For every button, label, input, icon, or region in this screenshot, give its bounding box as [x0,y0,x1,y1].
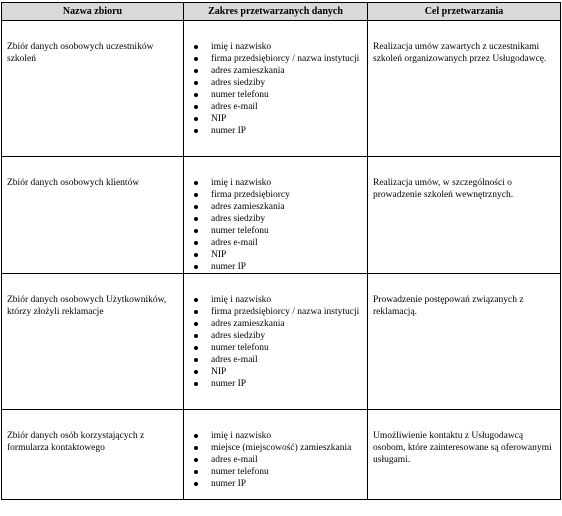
list-item: adres siedziby [190,77,361,89]
list-item: adres zamieszkania [190,65,361,77]
dataset-name: Zbiór danych osób korzystających z formularza kontaktowego [7,431,145,453]
list-item: firma przedsiębiorcy [190,189,361,201]
list-item: adres siedziby [190,213,361,225]
list-item: NIP [190,366,361,378]
dataset-name-cell [2,410,184,500]
data-sets-table [1,2,561,500]
list-item: miejsce (miejscowość) zamieszkania [190,442,361,454]
list-item: adres zamieszkania [190,318,361,330]
list-item: imię i nazwisko [190,294,361,306]
list-item: imię i nazwisko [190,177,361,189]
data-scope-list [184,21,367,137]
list-item: numer IP [190,478,361,490]
dataset-name: Zbiór danych osobowych klientów [7,178,140,188]
data-scope-cell [184,157,368,274]
list-item: numer IP [190,125,361,137]
list-item: imię i nazwisko [190,41,361,53]
list-item: numer IP [190,378,361,390]
list-item: NIP [190,113,361,125]
list-item: numer telefonu [190,89,361,101]
table-row [2,410,561,500]
dataset-name-cell [2,274,184,410]
dataset-name: Zbiór danych osobowych Użytkowników, którzy złożyli reklamacje [7,295,167,317]
dataset-name-cell [2,157,184,274]
header-row [2,3,561,21]
purpose-text: Umożliwienie kontaktu z Usługodawcą osobom, które zainteresowane są oferowanymi usługami. [373,431,552,465]
table-row [2,157,561,274]
purpose-cell [368,21,561,157]
list-item: numer telefonu [190,342,361,354]
purpose-text: Realizacja umów, w szczególności o prowadzenie szkoleń wewnętrznych. [373,178,514,200]
list-item: firma przedsiębiorcy / nazwa instytucji [190,306,361,318]
data-scope-list [184,274,367,390]
list-item: numer telefonu [190,466,361,478]
purpose-text: Prowadzenie postępowań związanych z reklamacją. [373,295,524,317]
data-scope-cell [184,410,368,500]
list-item: adres e-mail [190,354,361,366]
list-item: adres siedziby [190,330,361,342]
data-scope-cell [184,274,368,410]
table-row [2,21,561,157]
list-item: imię i nazwisko [190,430,361,442]
list-item: adres zamieszkania [190,201,361,213]
list-item: numer IP [190,261,361,273]
data-scope-cell [184,21,368,157]
list-item: adres e-mail [190,454,361,466]
header-dataset-name: Nazwa zbioru [2,3,184,21]
dataset-name: Zbiór danych osobowych uczestników szkoleń [7,42,154,64]
purpose-cell [368,410,561,500]
purpose-cell [368,274,561,410]
data-scope-list [184,410,367,490]
header-data-scope: Zakres przetwarzanych danych [184,3,368,21]
list-item: firma przedsiębiorcy / nazwa instytucji [190,53,361,65]
list-item: adres e-mail [190,101,361,113]
data-scope-list [184,157,367,273]
dataset-name-cell [2,21,184,157]
list-item: numer telefonu [190,225,361,237]
header-purpose: Cel przetwarzania [368,3,561,21]
list-item: adres e-mail [190,237,361,249]
list-item: NIP [190,249,361,261]
purpose-text: Realizacja umów zawartych z uczestnikami szkoleń organizowanych przez Usługodawcę. [373,42,547,64]
purpose-cell [368,157,561,274]
table-row [2,274,561,410]
